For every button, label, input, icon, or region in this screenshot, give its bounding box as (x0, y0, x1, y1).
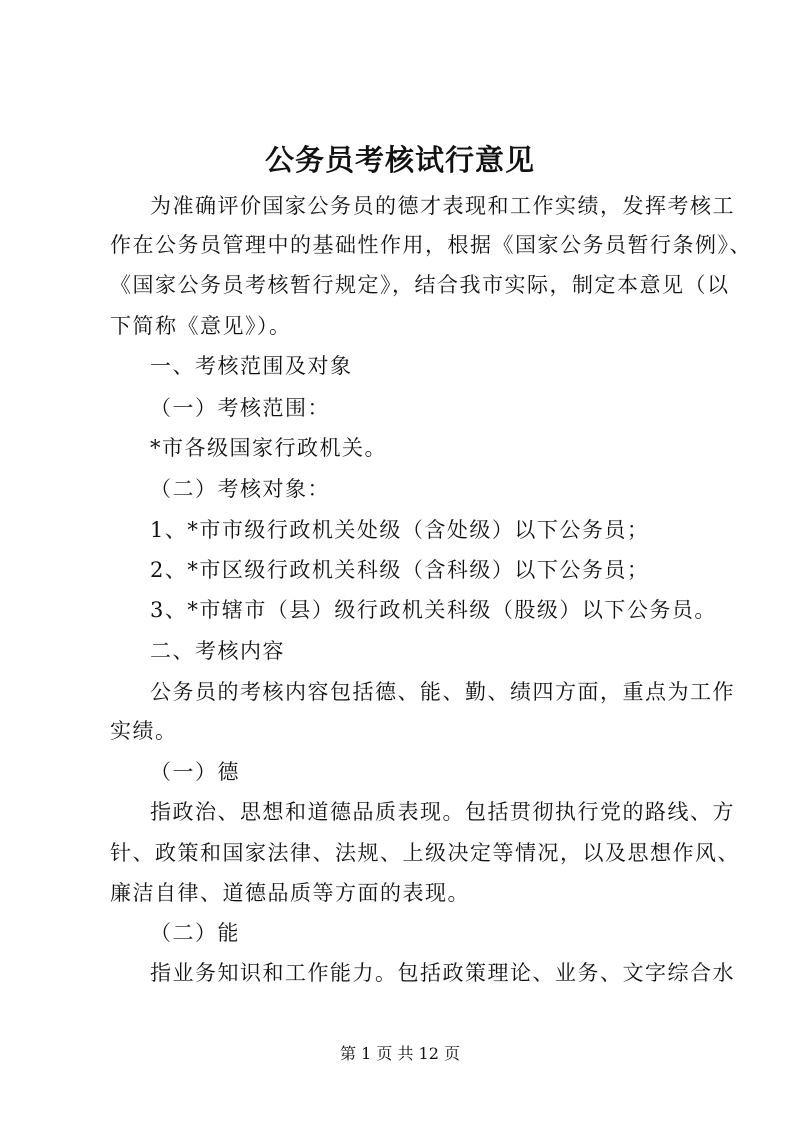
subheading-ability: （二）能 (150, 921, 240, 945)
virtue-line-1: 指政治、思想和道德品质表现。包括贯彻执行党的路线、方 (150, 800, 735, 824)
paragraph-line-4: 下简称《意见》）。 (110, 314, 292, 338)
subheading-targets: （二）考核对象： (150, 477, 330, 501)
page-footer: 第 1 页 共 12 页 (340, 1044, 460, 1063)
section-heading-scope: 一、考核范围及对象 (150, 354, 353, 378)
target-item-3: 3、*市辖市（县）级行政机关科级（股级）以下公务员。 (150, 598, 717, 622)
content-paragraph-line-2: 实绩。 (110, 719, 178, 743)
target-item-2: 2、*市区级行政机关科级（含科级）以下公务员； (150, 558, 650, 582)
virtue-line-3: 廉洁自律、道德品质等方面的表现。 (110, 881, 470, 905)
subheading-virtue: （一）德 (150, 760, 240, 784)
ability-line-1: 指业务知识和工作能力。包括政策理论、业务、文字综合水 (150, 961, 735, 985)
scope-text: *市各级国家行政机关。 (150, 436, 387, 460)
subheading-scope: （一）考核范围： (150, 396, 330, 420)
paragraph-line-3: 《国家公务员考核暂行规定》，结合我市实际，制定本意见（以 (110, 273, 730, 297)
virtue-line-2: 针、政策和国家法律、法规、上级决定等情况，以及思想作风、 (110, 841, 740, 865)
target-item-1: 1、*市市级行政机关处级（含处级）以下公务员； (150, 518, 650, 542)
document-title: 公务员考核试行意见 (264, 143, 535, 177)
paragraph-line-2: 作在公务员管理中的基础性作用，根据《国家公务员暂行条例》、 (110, 233, 752, 257)
content-paragraph-line-1: 公务员的考核内容包括德、能、勤、绩四方面，重点为工作 (150, 680, 735, 704)
paragraph-line-1: 为准确评价国家公务员的德才表现和工作实绩，发挥考核工 (150, 194, 735, 218)
section-heading-content: 二、考核内容 (150, 639, 285, 663)
